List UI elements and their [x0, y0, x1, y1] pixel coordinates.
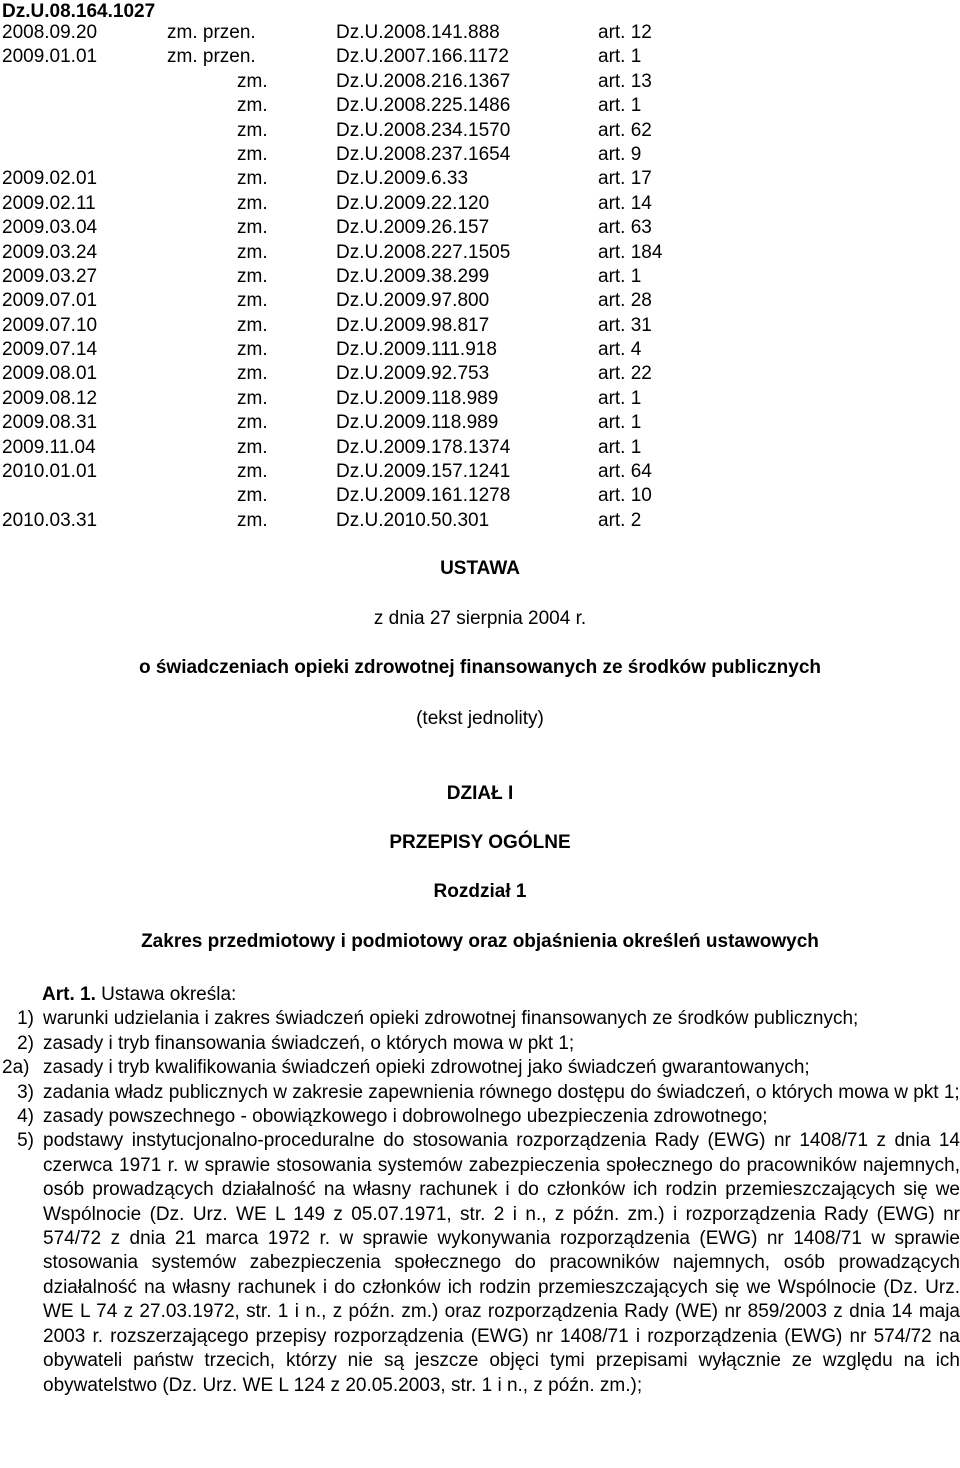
act-title: o świadczeniach opieki zdrowotnej finansowanych ze środków publicznych — [138, 657, 821, 678]
amendment-row — [2, 192, 942, 216]
amendment-kind: zm. — [237, 509, 268, 531]
item-text: zasady powszechnego - obowiązkowego i dobrowolnego ubezpieczenia zdrowotnego; — [43, 1106, 768, 1128]
amendment-row — [2, 411, 942, 435]
amendment-row — [2, 460, 942, 484]
amendment-kind: zm. — [237, 95, 268, 117]
amendment-row — [2, 119, 942, 143]
article-item — [2, 1007, 960, 1031]
article-item — [2, 1081, 960, 1105]
amendment-kind: zm. — [237, 387, 268, 409]
amendment-date: 2009.07.14 — [2, 339, 98, 361]
amendment-article: art. 64 — [598, 461, 652, 483]
division-heading: DZIAŁ I — [446, 783, 514, 804]
item-number: 1) — [17, 1008, 34, 1030]
item-number: 2) — [17, 1032, 34, 1054]
amendment-article: art. 2 — [598, 509, 642, 531]
amendment-kind: zm. — [237, 265, 268, 287]
amendment-kind: zm. — [237, 119, 268, 141]
amendment-date: 2009.03.27 — [2, 265, 98, 287]
item-number: 2a) — [2, 1057, 30, 1079]
amendment-row — [2, 241, 942, 265]
amendment-article: art. 1 — [598, 265, 642, 287]
chapter-heading: Rozdział 1 — [433, 881, 527, 902]
amendment-kind: zm. — [237, 412, 268, 434]
amendment-date: 2009.03.24 — [2, 241, 98, 263]
amendment-article: art. 184 — [598, 241, 663, 263]
article-label: Art. 1. — [42, 984, 96, 1005]
amendment-row — [2, 265, 942, 289]
amendment-row — [2, 362, 942, 386]
amendment-article: art. 14 — [598, 192, 652, 214]
amendment-kind: zm. — [237, 461, 268, 483]
amendment-date: 2009.02.01 — [2, 168, 98, 190]
act-date: z dnia 27 sierpnia 2004 r. — [373, 608, 587, 629]
item-text: warunki udzielania i zakres świadczeń opieki zdrowotnej finansowanych ze środków publicznych; — [43, 1008, 859, 1030]
article-1 — [2, 983, 960, 1398]
amendment-source: Dz.U.2009.6.33 — [336, 168, 469, 190]
amendment-date: 2009.08.31 — [2, 412, 98, 434]
amendment-row — [2, 143, 942, 167]
item-text: zasady i tryb kwalifikowania świadczeń opieki zdrowotnej jako świadczeń gwarantowanych; — [43, 1057, 810, 1079]
amendment-source: Dz.U.2009.118.989 — [336, 412, 499, 434]
amendment-row — [2, 216, 942, 240]
article-heading — [2, 983, 960, 1007]
amendment-kind: zm. — [237, 436, 268, 458]
amendment-source: Dz.U.2009.178.1374 — [336, 436, 511, 458]
amendment-source: Dz.U.2009.161.1278 — [336, 485, 511, 507]
amendment-article: art. 1 — [598, 46, 642, 68]
amendment-source: Dz.U.2009.157.1241 — [336, 461, 511, 483]
amendment-date: 2009.02.11 — [2, 192, 96, 214]
amendment-source: Dz.U.2009.22.120 — [336, 192, 490, 214]
amendment-article: art. 13 — [598, 70, 652, 92]
amendment-date: 2009.03.04 — [2, 217, 98, 239]
amendment-row — [2, 289, 942, 313]
amendment-source: Dz.U.2009.97.800 — [336, 290, 490, 312]
article-item — [2, 1056, 960, 1080]
amendment-source: Dz.U.2009.38.299 — [336, 265, 490, 287]
amendment-article: art. 28 — [598, 290, 652, 312]
amendment-article: art. 1 — [598, 412, 642, 434]
amendment-kind: zm. — [237, 217, 268, 239]
amendment-source: Dz.U.2009.92.753 — [336, 363, 490, 385]
amendment-source: Dz.U.2008.216.1367 — [336, 70, 511, 92]
amendment-kind: zm. — [237, 168, 268, 190]
amendment-source: Dz.U.2009.111.918 — [336, 339, 497, 361]
amendment-article: art. 22 — [598, 363, 652, 385]
amendment-kind: zm. przen. — [167, 22, 256, 43]
amendment-date: 2010.03.31 — [2, 509, 98, 531]
item-number: 4) — [17, 1106, 34, 1128]
amendment-article: art. 62 — [598, 119, 652, 141]
chapter-title: Zakres przedmiotowy i podmiotowy oraz objaśnienia określeń ustawowych — [141, 931, 819, 952]
amendment-row — [2, 21, 942, 45]
item-number: 3) — [17, 1081, 34, 1103]
amendment-source: Dz.U.2008.141.888 — [336, 22, 500, 43]
item-number: 5) — [17, 1130, 34, 1152]
amendment-row — [2, 70, 942, 94]
consolidated-note: (tekst jednolity) — [416, 708, 544, 729]
amendment-row — [2, 509, 942, 533]
amendments-list — [2, 21, 942, 533]
article-item — [2, 1032, 960, 1056]
source-reference: Dz.U.08.164.1027 — [2, 1, 156, 22]
amendment-date: 2008.09.20 — [2, 22, 98, 43]
amendment-article: art. 9 — [598, 143, 642, 165]
amendment-kind: zm. — [237, 290, 268, 312]
amendment-kind: zm. przen. — [167, 46, 256, 68]
amendment-row — [2, 45, 942, 69]
amendment-row — [2, 436, 942, 460]
article-item — [2, 1105, 960, 1129]
amendment-source: Dz.U.2009.26.157 — [336, 217, 490, 239]
amendment-date: 2009.08.12 — [2, 387, 98, 409]
amendment-kind: zm. — [237, 485, 268, 507]
amendment-kind: zm. — [237, 70, 268, 92]
amendment-article: art. 1 — [598, 95, 642, 117]
division-title: PRZEPISY OGÓLNE — [389, 832, 571, 853]
article-intro: Ustawa określa: — [101, 984, 237, 1005]
amendment-kind: zm. — [237, 192, 268, 214]
amendment-row — [2, 338, 942, 362]
amendment-source: Dz.U.2007.166.1172 — [336, 46, 509, 68]
amendment-row — [2, 94, 942, 118]
amendment-row — [2, 484, 942, 508]
amendment-row — [2, 314, 942, 338]
amendment-source: Dz.U.2009.98.817 — [336, 314, 490, 336]
amendment-source: Dz.U.2008.234.1570 — [336, 119, 511, 141]
act-type: USTAWA — [440, 558, 520, 579]
amendment-article: art. 17 — [598, 168, 652, 190]
amendment-date: 2009.08.01 — [2, 363, 98, 385]
item-text: zadania władz publicznych w zakresie zapewnienia równego dostępu do świadczeń, o których mowa w pkt 1; — [43, 1081, 960, 1103]
amendment-article: art. 31 — [598, 314, 652, 336]
amendment-row — [2, 167, 942, 191]
amendment-row — [2, 387, 942, 411]
amendment-date: 2009.01.01 — [2, 46, 98, 68]
amendment-kind: zm. — [237, 363, 268, 385]
amendment-date: 2009.07.01 — [2, 290, 98, 312]
amendment-article: art. 63 — [598, 217, 652, 239]
item-text: zasady i tryb finansowania świadczeń, o których mowa w pkt 1; — [43, 1032, 575, 1054]
amendment-article: art. 1 — [598, 387, 642, 409]
amendment-article: art. 4 — [598, 339, 642, 361]
amendment-source: Dz.U.2010.50.301 — [336, 509, 490, 531]
amendment-kind: zm. — [237, 339, 268, 361]
amendment-source: Dz.U.2009.118.989 — [336, 387, 499, 409]
amendment-source: Dz.U.2008.227.1505 — [336, 241, 511, 263]
amendment-date: 2009.07.10 — [2, 314, 98, 336]
amendment-kind: zm. — [237, 314, 268, 336]
amendment-article: art. 10 — [598, 485, 652, 507]
amendment-date: 2009.11.04 — [2, 436, 96, 458]
article-item — [2, 1129, 960, 1397]
amendment-source: Dz.U.2008.225.1486 — [336, 95, 511, 117]
amendment-source: Dz.U.2008.237.1654 — [336, 143, 511, 165]
amendment-kind: zm. — [237, 143, 268, 165]
amendment-article: art. 1 — [598, 436, 642, 458]
amendment-date: 2010.01.01 — [2, 461, 98, 483]
amendment-kind: zm. — [237, 241, 268, 263]
item-text: podstawy instytucjonalno-proceduralne do stosowania rozporządzenia Rady (EWG) nr 1408/71 z dnia 14 czerwca 1971 r. w sprawie stosowania systemów zabezpieczenia społecznego do pracowników najemnych, osób prowadzących działalność na własny rachunek i do członków ich rodzin przemieszczających się we Wspólnocie (Dz. Urz. WE L 149 z 05.07.1971, str. 2 i n., z późn. zm.) i rozporządzenia Rady (EWG) nr 574/72 z dnia 21 marca 1972 r. w sprawie wykonywania rozporządzenia (EWG) nr 1408/71 w sprawie stosowania systemów zabezpieczenia społecznego do pracowników najemnych, osób prowadzących działalność na własny rachunek i do członków ich rodzin przemieszczających się we Wspólnocie (Dz. Urz. WE L 74 z 27.03.1972, str. 1 i n., z późn. zm.) oraz rozporządzenia Rady (WE) nr 859/2003 z dnia 14 maja 2003 r. rozszerzającego przepisy rozporządzenia (EWG) nr 1408/71 i rozporządzenia (EWG) nr 574/72 na obywateli państw trzecich, którzy nie są jeszcze objęci tymi przepisami wyłącznie ze względu na ich obywatelstwo (Dz. Urz. WE L 124 z 20.05.2003, str. 1 i n., z późn. zm.); — [43, 1130, 960, 1396]
amendment-article: art. 12 — [598, 22, 652, 43]
